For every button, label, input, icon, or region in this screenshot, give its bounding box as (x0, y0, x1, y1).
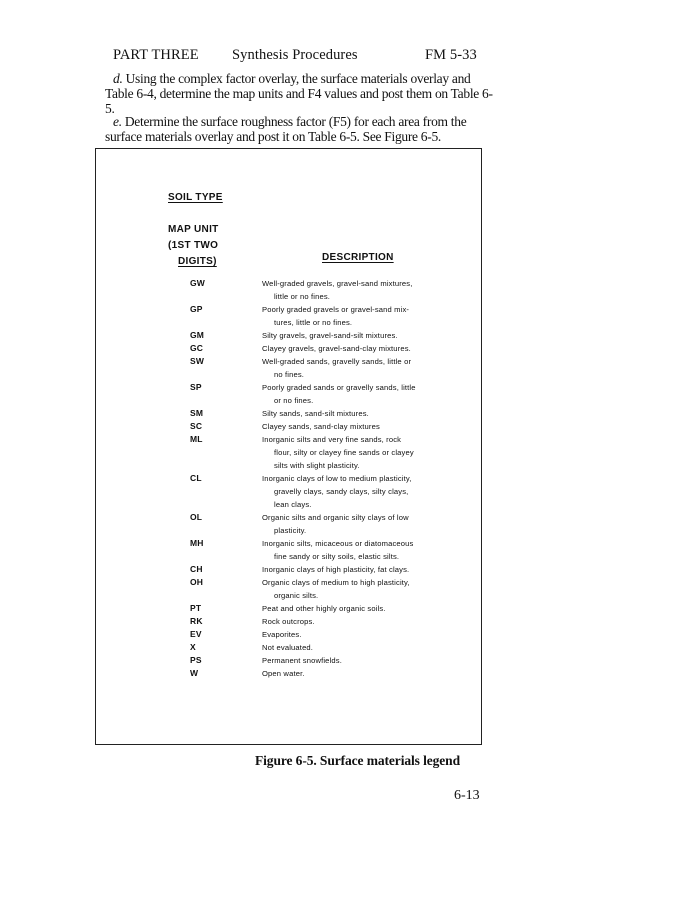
map-unit-code: CH (190, 564, 203, 574)
description-line: silts with slight plasticity. (274, 461, 360, 470)
map-unit-code: GP (190, 304, 203, 314)
map-unit-code: SP (190, 382, 202, 392)
description-line: tures, little or no fines. (274, 318, 353, 327)
description-line: lean clays. (274, 500, 312, 509)
map-unit-code: W (190, 668, 199, 678)
map-unit-description (262, 641, 452, 654)
legend-row (0, 342, 698, 355)
description-line: Peat and other highly organic soils. (262, 604, 386, 613)
map-unit-code: GC (190, 343, 204, 353)
description-heading: DESCRIPTION (322, 252, 394, 263)
description-line: fine sandy or silty soils, elastic silts. (274, 552, 400, 561)
map-unit-description (262, 329, 452, 342)
map-unit-code: EV (190, 629, 202, 639)
map-unit-code: OL (190, 512, 203, 522)
legend-row (0, 641, 698, 654)
legend-row (0, 628, 698, 641)
legend-row (0, 433, 698, 472)
map-unit-description (262, 511, 452, 537)
paragraph-d (105, 71, 495, 116)
map-unit-code: SC (190, 421, 203, 431)
map-unit-description (262, 628, 452, 641)
legend-row (0, 576, 698, 602)
map-unit-code: CL (190, 473, 202, 483)
legend-rows (0, 277, 698, 680)
soil-type-heading: SOIL TYPE (168, 192, 223, 203)
description-line: Well-graded gravels, gravel-sand mixtures, (262, 279, 413, 288)
description-line: Silty sands, sand-silt mixtures. (262, 409, 369, 418)
paragraph-d-marker: d. (113, 71, 123, 86)
description-line: Organic clays of medium to high plasticity, (262, 578, 410, 587)
legend-row (0, 381, 698, 407)
map-unit-code: X (190, 642, 196, 652)
map-unit-heading (168, 222, 219, 270)
legend-row (0, 602, 698, 615)
map-unit-code: SM (190, 408, 204, 418)
description-line: Inorganic clays of high plasticity, fat clays. (262, 565, 410, 574)
description-line: no fines. (274, 370, 305, 379)
map-unit-description (262, 563, 452, 576)
legend-row (0, 407, 698, 420)
map-unit-description (262, 667, 452, 680)
map-unit-code: GW (190, 278, 206, 288)
map-unit-description (262, 537, 452, 563)
map-unit-description (262, 602, 452, 615)
description-line: plasticity. (274, 526, 307, 535)
description-line: Evaporites. (262, 630, 302, 639)
paragraph-e-marker: e. (113, 114, 122, 129)
description-line: Permanent snowfields. (262, 656, 342, 665)
description-line: Rock outcrops. (262, 617, 315, 626)
paragraph-e (105, 114, 495, 144)
map-unit-line-2: (1ST TWO (168, 240, 219, 251)
description-line: Inorganic silts and very fine sands, rock (262, 435, 402, 444)
description-line: Inorganic silts, micaceous or diatomaceous (262, 539, 414, 548)
legend-row (0, 472, 698, 511)
header-manual: FM 5-33 (425, 47, 477, 63)
description-line: Open water. (262, 669, 305, 678)
legend-row (0, 511, 698, 537)
description-line: Silty gravels, gravel-sand-silt mixtures. (262, 331, 398, 340)
map-unit-description (262, 381, 452, 407)
map-unit-description (262, 420, 452, 433)
map-unit-code: PS (190, 655, 202, 665)
figure-caption: Figure 6-5. Surface materials legend (255, 753, 460, 768)
legend-row (0, 420, 698, 433)
map-unit-code: PT (190, 603, 202, 613)
description-line: Organic silts and organic silty clays of low (262, 513, 409, 522)
map-unit-description (262, 277, 452, 303)
paragraph-d-text: Using the complex factor overlay, the surface materials overlay and Table 6-4, determine the map units and F4 values and post them on Table 6-5. (105, 71, 493, 116)
map-unit-description (262, 576, 452, 602)
header-part: PART THREE (113, 47, 199, 63)
description-line: Not evaluated. (262, 643, 314, 652)
map-unit-line-3: DIGITS) (178, 256, 217, 267)
map-unit-description (262, 303, 452, 329)
legend-row (0, 667, 698, 680)
description-line: gravelly clays, sandy clays, silty clays, (274, 487, 409, 496)
map-unit-description (262, 342, 452, 355)
map-unit-code: OH (190, 577, 204, 587)
map-unit-description (262, 433, 452, 472)
map-unit-code: ML (190, 434, 203, 444)
map-unit-code: MH (190, 538, 204, 548)
map-unit-line-1: MAP UNIT (168, 224, 219, 235)
map-unit-code: GM (190, 330, 205, 340)
map-unit-description (262, 654, 452, 667)
legend-row (0, 277, 698, 303)
description-line: Clayey sands, sand-clay mixtures (262, 422, 380, 431)
map-unit-description (262, 407, 452, 420)
description-line: little or no fines. (274, 292, 331, 301)
description-line: organic silts. (274, 591, 319, 600)
legend-row (0, 563, 698, 576)
description-line: Well-graded sands, gravelly sands, little or (262, 357, 412, 366)
legend-row (0, 355, 698, 381)
map-unit-description (262, 472, 452, 511)
legend-row (0, 329, 698, 342)
description-line: Poorly graded gravels or gravel-sand mix- (262, 305, 410, 314)
description-line: flour, silty or clayey fine sands or clayey (274, 448, 414, 457)
paragraph-e-text: Determine the surface roughness factor (F5) for each area from the surface materials overlay and post it on Table 6-5. See Figure 6-5. (105, 114, 467, 144)
page-number: 6-13 (454, 788, 480, 803)
header-title: Synthesis Procedures (232, 47, 358, 63)
map-unit-code: RK (190, 616, 203, 626)
legend-row (0, 537, 698, 563)
map-unit-description (262, 355, 452, 381)
description-line: Inorganic clays of low to medium plasticity, (262, 474, 412, 483)
description-line: Poorly graded sands or gravelly sands, little (262, 383, 416, 392)
legend-row (0, 654, 698, 667)
description-line: or no fines. (274, 396, 314, 405)
legend-row (0, 615, 698, 628)
map-unit-description (262, 615, 452, 628)
map-unit-code: SW (190, 356, 205, 366)
description-line: Clayey gravels, gravel-sand-clay mixtures. (262, 344, 411, 353)
legend-row (0, 303, 698, 329)
